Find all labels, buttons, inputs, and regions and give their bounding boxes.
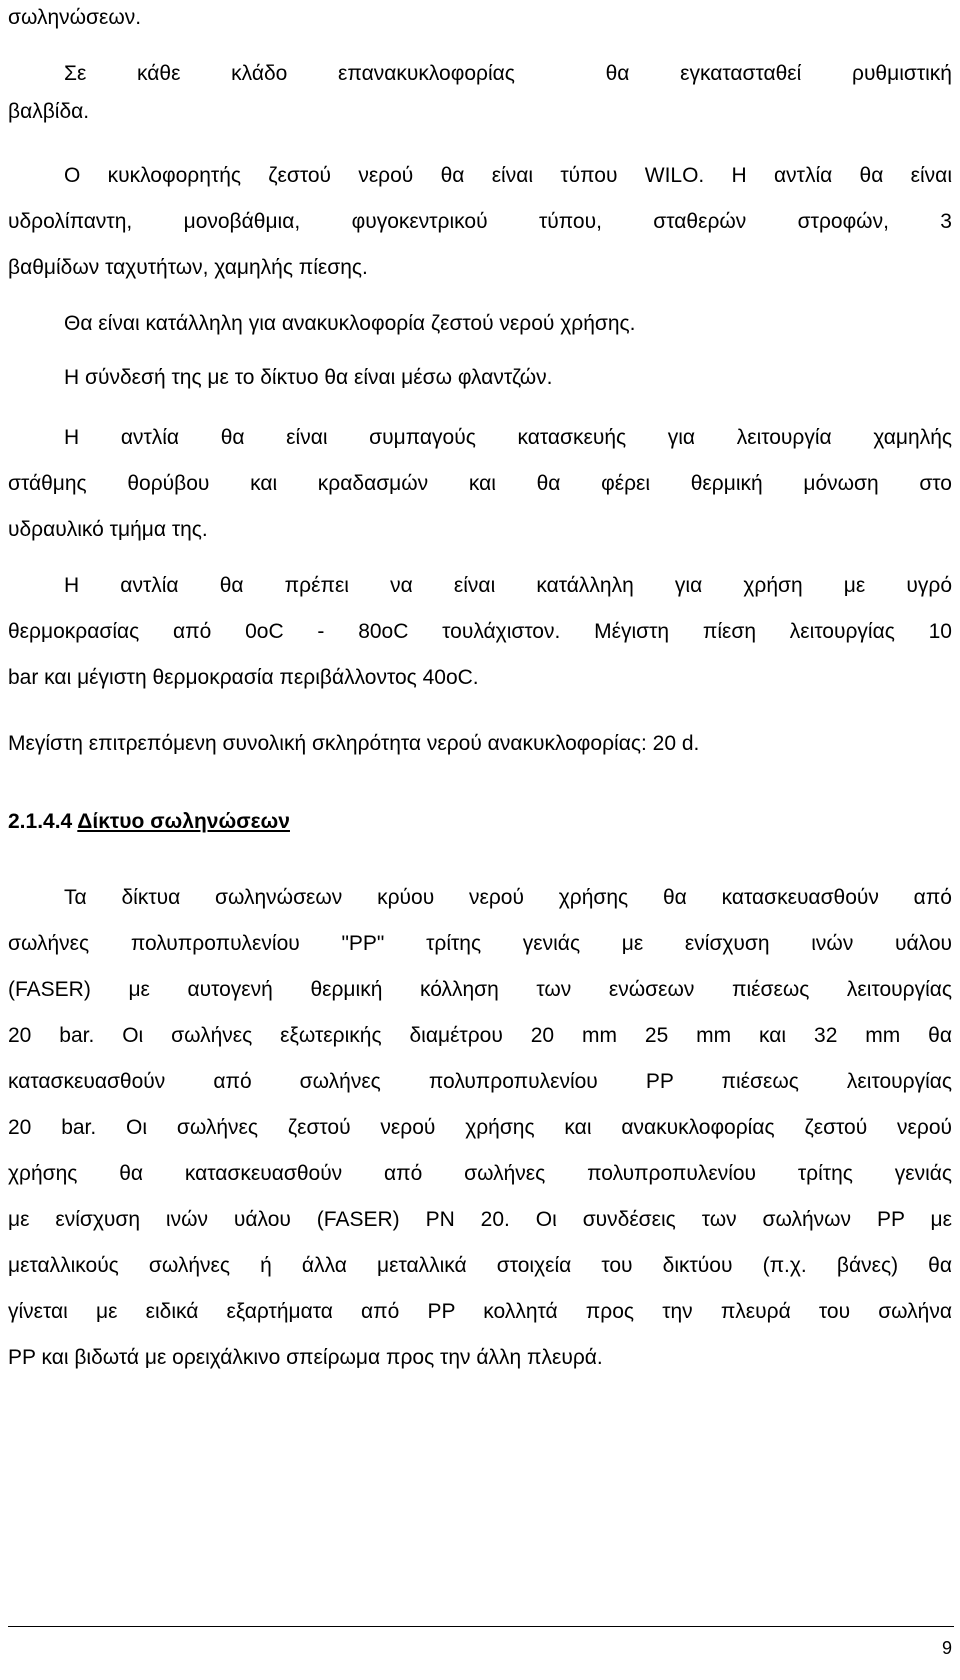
text-segment: κάθε (137, 62, 181, 85)
paragraph-line: χρήσης θα κατασκευασθούν από σωλήνες πολυπροπυλενίου τρίτης γενιάς (8, 1162, 952, 1185)
paragraph-line: Τα δίκτυα σωληνώσεων κρύου νερού χρήσης θα κατασκευασθούν από (64, 886, 952, 909)
footer-divider (8, 1626, 954, 1627)
paragraph-line: κατασκευασθούν από σωλήνες πολυπροπυλενίου PP πιέσεως λειτουργίας (8, 1070, 952, 1093)
text-line: bar και μέγιστη θερμοκρασία περιβάλλοντος 40oC. (8, 666, 479, 689)
text-line: βαλβίδα. (8, 100, 90, 123)
text-line: στάθμης θορύβου και κραδασμών και θα φέρει θερμική μόνωση στο (8, 472, 952, 495)
text-line: σωληνώσεων. (8, 6, 142, 29)
paragraph-line: μεταλλικούς σωλήνες ή άλλα μεταλλικά στοιχεία του δικτύου (π.χ. βάνες) θα (8, 1254, 952, 1277)
text-line: θερμοκρασίας από 0oC - 80oC τουλάχιστον. Μέγιστη πίεση λειτουργίας 10 (8, 620, 952, 643)
text-line: υδραυλικό τμήμα της. (8, 518, 208, 541)
page-number: 9 (941, 1638, 952, 1658)
paragraph-line: 20 bar. Οι σωλήνες ζεστού νερού χρήσης και ανακυκλοφορίας ζεστού νερού (8, 1116, 952, 1139)
paragraph-line: με ενίσχυση ινών υάλου (FASER) PN 20. Οι συνδέσεις των σωλήνων PP με (8, 1208, 952, 1231)
paragraph-line: PP και βιδωτά με ορειχάλκινο σπείρωμα προς την άλλη πλευρά. (8, 1346, 603, 1369)
text-segment: θα (605, 62, 630, 85)
text-line: υδρολίπαντη, μονοβάθμια, φυγοκεντρικού τύπου, σταθερών στροφών, 3 (8, 210, 952, 233)
text-line: Θα είναι κατάλληλη για ανακυκλοφορία ζεστού νερού χρήσης. (64, 312, 636, 335)
section-number: 2.1.4.4 (8, 810, 73, 833)
text-line: Η αντλία θα είναι συμπαγούς κατασκευής για λειτουργία χαμηλής (64, 426, 952, 449)
paragraph-line: σωλήνες πολυπροπυλενίου "PP" τρίτης γενιάς με ενίσχυση ινών υάλου (8, 932, 952, 955)
text-segment: επανακυκλοφορίας (338, 62, 515, 85)
section-title: Δίκτυο σωληνώσεων (77, 810, 290, 833)
text-line: Η σύνδεσή της με το δίκτυο θα είναι μέσω φλαντζών. (64, 366, 553, 389)
text-line: Η αντλία θα πρέπει να είναι κατάλληλη για χρήση με υγρό (64, 574, 952, 597)
text-line: Ο κυκλοφορητής ζεστού νερού θα είναι τύπου WILO. Η αντλία θα είναι (64, 164, 952, 187)
text-segment: ρυθμιστική (852, 62, 952, 85)
paragraph-line: 20 bar. Οι σωλήνες εξωτερικής διαμέτρου 20 mm 25 mm και 32 mm θα (8, 1024, 952, 1047)
paragraph-line: γίνεται με ειδικά εξαρτήματα από PP κολλητά προς την πλευρά του σωλήνα (8, 1300, 952, 1323)
text-line-justified (64, 60, 952, 88)
text-line: Μεγίστη επιτρεπόμενη συνολική σκληρότητα νερού ανακυκλοφορίας: 20 d. (8, 732, 700, 755)
paragraph-line: (FASER) με αυτογενή θερμική κόλληση των ενώσεων πιέσεως λειτουργίας (8, 978, 952, 1001)
text-segment: Σε (64, 62, 87, 85)
text-segment: κλάδο (231, 62, 288, 85)
text-line: βαθμίδων ταχυτήτων, χαμηλής πίεσης. (8, 256, 368, 279)
text-segment: εγκατασταθεί (680, 62, 802, 85)
section-heading (8, 808, 290, 836)
